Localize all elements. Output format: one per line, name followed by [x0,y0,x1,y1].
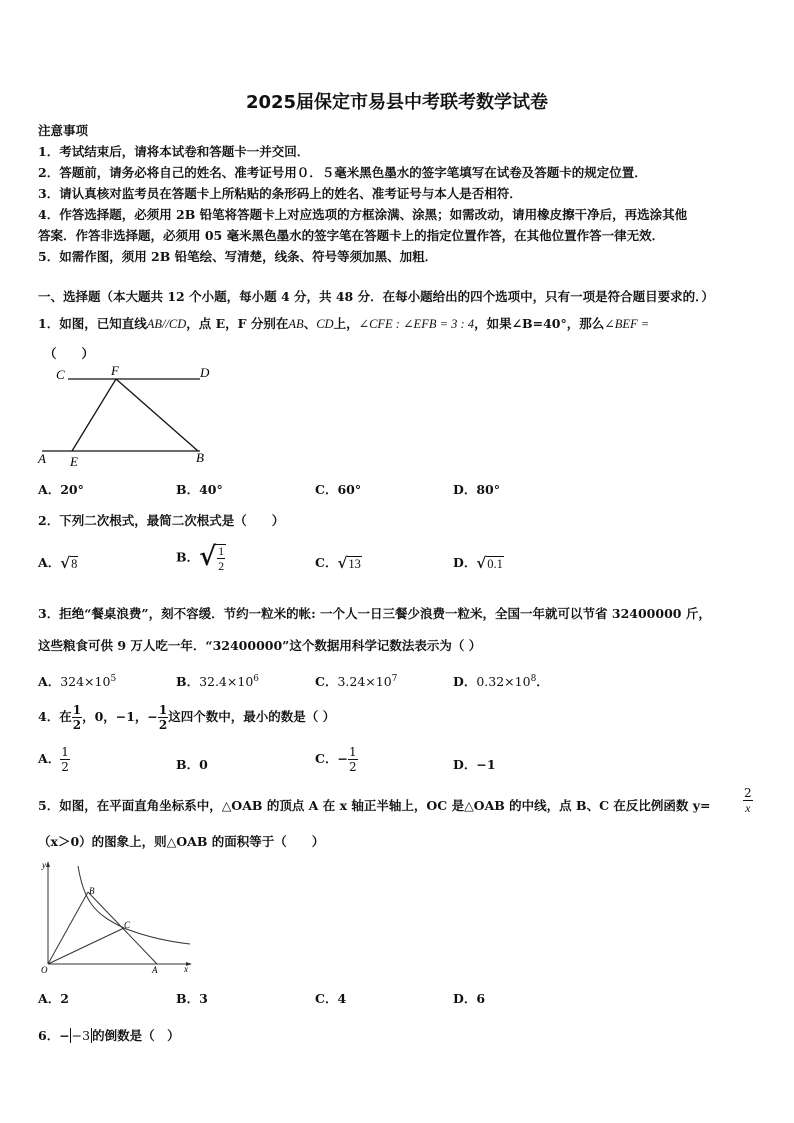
question-5-line-1: 5．如图，在平面直角坐标系中，△OAB 的顶点 A 在 x 轴正半轴上，OC 是△OAB 的中线，点 B、C 在反比例函数 y= [38,798,711,813]
label-c: C [124,920,131,930]
question-2-option-a[interactable]: A． √ 8 [38,553,78,572]
question-4-option-a[interactable]: A． $\frac{1}{2}$ [38,745,69,774]
segment-fb [116,379,198,451]
label-b: B [89,886,95,896]
question-5-option-b[interactable]: B．3 [176,991,208,1006]
label-b: B [196,450,204,465]
question-5-option-d[interactable]: D．6 [453,991,486,1006]
note-item: 4．作答选择题，必须用 2B 铅笔将答题卡上对应选项的方框涂满、涂黑；如需改动，请用橡皮擦干净后，再选涂其他 [38,207,688,222]
question-4-option-d[interactable]: D．−1 [453,757,496,772]
label-f: F [111,363,119,378]
notes-heading: 注意事项 [38,123,89,138]
question-4-option-b[interactable]: B．0 [176,757,208,772]
question-3-option-b[interactable]: B．$32.4\times 10^6$ [176,673,260,689]
question-1-option-a[interactable]: A．20° [38,482,84,497]
question-3-line-2: 这些粮食可供 9 万人吃一年．“32400000”这个数据用科学记数法表示为（ ） [38,638,482,653]
question-6-stem: 6．− −3 的倒数是（ ） [38,1028,180,1043]
note-item: 答案．作答非选择题，必须用 05 毫米黑色墨水的签字笔在答题卡上的指定位置作答，在其他位置作答一律无效． [38,228,665,243]
absolute-value: −3 [71,1028,91,1043]
note-item: 5．如需作图，须用 2B 铅笔绘、写清楚，线条、符号等须加黑、加粗． [38,249,438,264]
label-x: x [184,964,188,974]
question-5-line-2: （x＞0）的图象上，则△OAB 的面积等于（ ） [38,834,325,849]
question-5-function-fraction: $\frac{2}{x}$ [744,786,752,815]
note-item: 1．考试结束后，请将本试卷和答题卡一并交回． [38,144,310,159]
question-1-option-d[interactable]: D．80° [453,482,500,497]
question-2-option-c[interactable]: C． √ 13 [315,553,361,572]
question-5-option-c[interactable]: C．4 [315,991,347,1006]
question-4-option-c[interactable]: C．− $\frac{1}{2}$ [315,745,357,774]
question-1-option-c[interactable]: C．60° [315,482,362,497]
label-a: A [38,451,46,466]
question-1-figure [30,362,220,472]
question-3-option-c[interactable]: C．$3.24\times 10^7$ [315,673,398,689]
label-y: y [42,860,46,870]
question-1-paren: （ ） [44,346,95,361]
section-heading: 一、选择题（本大题共 12 个小题，每小题 4 分，共 48 分．在每小题给出的四个选项中，只有一项是符合题目要求的．） [38,289,714,304]
label-d: D [200,365,210,380]
question-5-figure [34,856,198,978]
page-title: 2025届保定市易县中考联考数学试卷 [245,92,549,113]
question-4-stem: 4．在 $\frac{1}{2}$ ，0，−1，− $\frac{1}{2}$ 这四个数中，最小的数是（ ） [38,703,336,732]
label-o: O [41,965,48,975]
question-3-option-d[interactable]: D．$0.32\times 10^8$． [453,673,549,689]
question-2-option-d[interactable]: D． √ 0.1 [453,553,503,572]
question-3-line-1: 3．拒绝“餐桌浪费”，刻不容缓．节约一粒米的帐: 一个人一日三餐少浪费一粒米，全国一年就可以节省 32400000 斤， [38,606,711,621]
question-1-stem: 1．如图，已知直线AB//CD，点 E，F 分别在AB、CD上，∠CFE : ∠EFB = 3 : 4，如果∠B=40°，那么∠BEF = [38,316,650,331]
note-item: 2．答题前，请务必将自己的姓名、准考证号用０．５毫米黑色墨水的签字笔填写在试卷及答题卡的规定位置． [38,165,647,180]
question-1-option-b[interactable]: B．40° [176,482,223,497]
label-c: C [56,367,65,382]
segment-fe [72,379,116,451]
question-2-option-b[interactable]: B． √ $\frac{1}{2}$ [176,542,225,573]
question-3-option-a[interactable]: A．$324\times 10^5$ [38,673,117,689]
label-a: A [152,965,158,975]
label-e: E [70,454,78,469]
question-2-stem: 2．下列二次根式，最简二次根式是（ ） [38,513,285,528]
question-5-option-a[interactable]: A．2 [38,991,69,1006]
note-item: 3．请认真核对监考员在答题卡上所粘贴的条形码上的姓名、准考证号与本人是否相符． [38,186,522,201]
